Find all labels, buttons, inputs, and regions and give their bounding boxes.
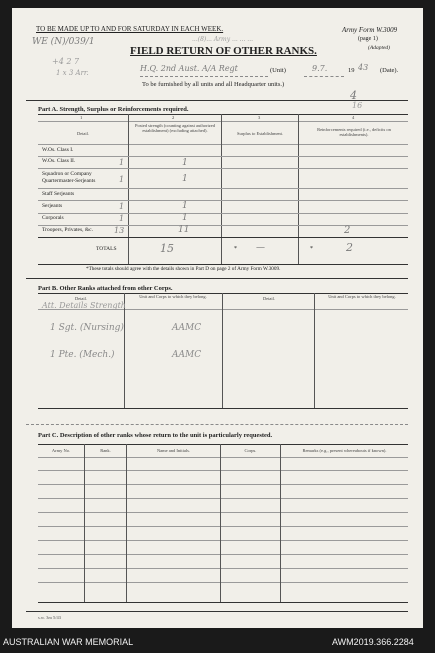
date-value: 9.7. [312,64,328,73]
part-b-entry-2-detail: 1 Sgt. (Nursing) [50,323,124,333]
row-rule [38,188,408,189]
part-b-title: Part B. Other Ranks attached from other Corps. [38,285,173,292]
form-page [12,8,423,628]
row-posted-cqms: 1 [182,174,188,184]
part-c-header-army-no: Army No. [51,448,71,453]
row-pre-wo2: 1 [119,158,125,167]
row-detail-wo1: W.Os. Class I. [42,147,74,153]
unit-label: (Unit) [270,67,286,74]
form-adapted-note: (Adapted) [368,45,390,51]
page-mark: 4 [350,89,357,102]
part-c-header-corps: Corps. [244,448,257,453]
row-posted-troopers: 11 [178,225,190,235]
part-a-col-divider-3 [298,114,299,264]
we-number-handwritten: WE (N)/039/1 [32,37,95,47]
part-c-row-rule [38,582,408,583]
part-a-number-row-rule [38,121,408,122]
part-c-col-divider-1 [84,444,85,602]
part-c-row-rule [38,540,408,541]
part-b-col-divider-2 [222,293,223,408]
row-reinf-troopers: 2 [344,225,351,236]
totals-label: TOTALS [96,246,117,252]
rule-part-b-top [26,278,408,279]
year-value: 43 [358,63,369,72]
part-b-entry-3-detail: 1 Pte. (Mech.) [50,350,115,360]
furnish-note: To be furnished by all units and all Headquarter units.) [142,81,285,88]
col-header-reinforcements: Reinforcements required (i.e., deficits on establishments). [317,127,391,137]
part-c-col-divider-4 [280,444,281,602]
row-pre-troopers: 13 [114,226,125,235]
part-c-title: Part C. Description of other ranks whose return to the unit is particularly requested. [38,432,273,439]
year-prefix: 19 [348,67,355,74]
part-c-row-rule [38,526,408,527]
row-rule [38,200,408,201]
date-underline [304,76,344,77]
part-c-row-rule [38,512,408,513]
rule-bottom [26,611,408,612]
totals-star-surplus: * [234,246,237,252]
pencil-note-top: ...(8)... Army ... ... ... [192,36,254,43]
part-c-bottom-border [38,602,408,603]
row-detail-serjeants: Serjeants [42,203,63,209]
row-pre-cqms: 1 [119,175,125,184]
pencil-note-left-2: 1 x 3 Arr. [56,69,89,77]
totals-reinf: 2 [346,241,353,254]
part-c-row-rule [38,498,408,499]
col-number-2: 2 [172,115,175,120]
date-label: (Date). [380,67,399,74]
row-rule-before-totals [38,237,408,238]
part-b-col-divider-3 [314,293,315,408]
part-b-header-detail-2: Detail. [262,296,276,301]
mark-16: 16 [352,101,363,110]
part-c-row-rule [38,568,408,569]
row-detail-cqms: Squadron or Company Quartermaster-Serjeants [42,171,96,184]
col-header-surplus: Surplus to Establishment. [236,131,284,136]
col-number-3: 3 [258,115,261,120]
part-c-row-rule [38,484,408,485]
row-detail-corporals: Corporals [42,215,64,221]
part-b-header-detail-1: Detail. [74,296,88,301]
page-title: FIELD RETURN OF OTHER RANKS. [130,45,317,57]
part-c-row-rule [38,554,408,555]
part-b-entry-1-detail: Att. Details Strength [42,301,126,310]
part-b-header-corps-1: Unit and Corps to which they belong. [139,294,207,299]
unit-value: H.Q. 2nd Aust. A/A Regt [140,64,238,73]
part-a-col-divider-1 [128,114,129,264]
row-rule [38,168,408,169]
totals-star-reinf: * [310,246,313,252]
part-a-bottom-border [38,264,408,265]
col-header-detail: Detail. [76,131,90,136]
part-c-top-border [38,444,408,445]
totals-footnote: *These totals should agree with the details shown in Part D on page 2 of Army Form W.3009. [86,266,281,272]
col-number-1: 1 [80,115,83,120]
row-posted-corporals: 1 [182,213,188,223]
part-c-row-rule [38,470,408,471]
row-posted-serjeants: 1 [182,201,188,211]
unit-underline [140,76,268,77]
col-number-4: 4 [352,115,355,120]
row-detail-wo2: W.Os. Class II. [42,158,76,164]
caption-left: AUSTRALIAN WAR MEMORIAL [3,637,134,647]
row-rule [38,225,408,226]
part-c-header-name: Name and Initials. [156,448,191,453]
part-c-header-rank: Rank. [100,448,111,453]
rule-part-a-top [26,100,408,101]
part-a-header-rule [38,144,408,145]
row-rule [38,156,408,157]
col-header-posted: Posted strength (counting against authorized establishment) (excluding attached). [135,123,215,133]
part-b-header-corps-2: Unit and Corps to which they belong. [328,294,396,299]
form-page-number: (page 1) [358,36,378,42]
part-b-entry-2-corps: AAMC [172,323,202,333]
instruction-text: TO BE MADE UP TO AND FOR SATURDAY IN EACH WEEK. [36,25,224,33]
totals-surplus: — [256,243,265,253]
part-b-entry-3-corps: AAMC [172,350,202,360]
row-detail-troopers: Troopers, Privates, &c. [42,227,93,233]
pencil-note-left-1: +4 2 7 [52,57,80,66]
form-number: Army Form W.3009 [342,26,398,34]
row-detail-staff-sjt: Staff Serjeants [42,191,75,197]
part-c-header-rule [38,457,408,458]
tear-line [26,424,408,425]
part-c-header-remarks: Remarks (e.g., present whereabouts if known). [302,448,387,453]
part-a-title: Part A. Strength, Surplus or Reinforcements required. [38,106,189,113]
part-c-col-divider-2 [126,444,127,602]
part-c-col-divider-3 [220,444,221,602]
row-rule [38,213,408,214]
row-posted-wo2: 1 [182,158,188,168]
part-b-col-divider-1 [124,293,125,408]
row-pre-serjeants: 1 [119,202,125,211]
totals-posted: 15 [160,242,174,255]
caption-right: AWM2019.366.2284 [332,637,414,647]
part-b-bottom-border [38,408,408,409]
printer-note: s.w. 3m 5/43 [38,615,61,620]
row-pre-corporals: 1 [119,214,125,223]
